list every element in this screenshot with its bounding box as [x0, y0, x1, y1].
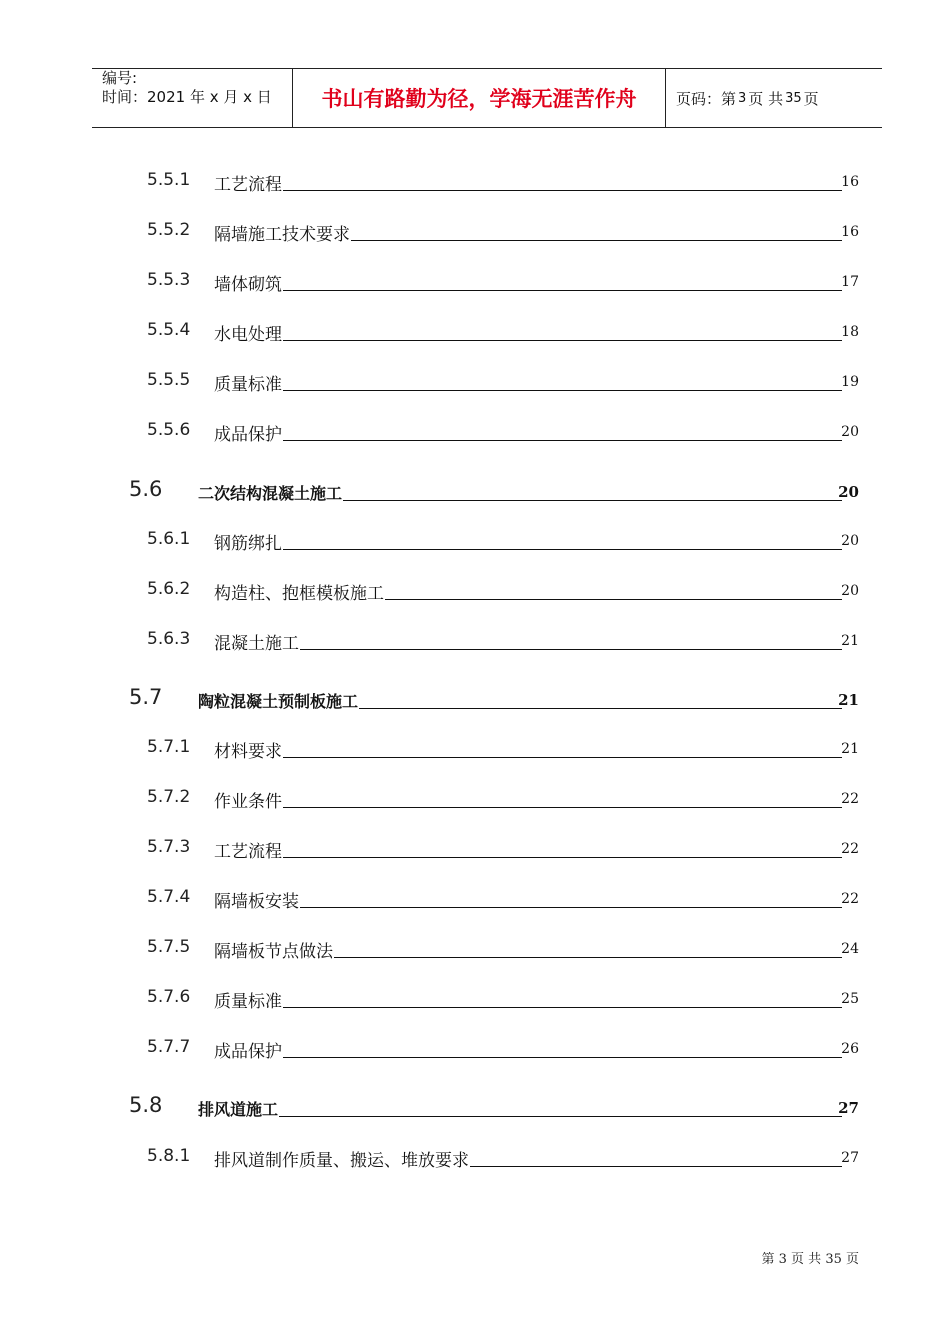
toc-entry-title: 钢筋绑扎	[214, 534, 282, 554]
toc-entry-page: 21	[838, 691, 859, 709]
toc-entry-title: 混凝土施工	[214, 634, 299, 654]
toc-entry-page: 20	[841, 533, 859, 549]
toc-leader-line	[283, 757, 842, 758]
toc-entry-title: 质量标准	[214, 992, 282, 1012]
toc-leader-line	[283, 290, 842, 291]
toc-entry-page: 22	[841, 891, 859, 907]
toc-subsection-entry[interactable]	[0, 1146, 950, 1172]
toc-subsection-entry[interactable]	[0, 270, 950, 296]
toc-entry-page: 21	[841, 633, 859, 649]
toc-subsection-entry[interactable]	[0, 1037, 950, 1063]
page-header	[92, 68, 882, 128]
toc-entry-page: 27	[841, 1150, 859, 1166]
toc-entry-title: 水电处理	[214, 325, 282, 345]
toc-entry-title: 排风道制作质量、搬运、堆放要求	[214, 1151, 469, 1171]
toc-entry-number: 5.7.7	[147, 1037, 191, 1057]
toc-entry-title: 陶粒混凝土预制板施工	[198, 692, 359, 711]
toc-entry-number: 5.8	[129, 1093, 163, 1117]
toc-subsection-entry[interactable]	[0, 529, 950, 555]
header-page-cell	[666, 69, 882, 127]
toc-subsection-entry[interactable]	[0, 887, 950, 913]
toc-entry-page: 22	[841, 841, 859, 857]
toc-entry-page: 20	[841, 583, 859, 599]
toc-entry-number: 5.5.2	[147, 220, 191, 240]
toc-leader-line	[283, 857, 842, 858]
toc-leader-line	[300, 649, 842, 650]
page-footer: 第 3 页 共 35 页	[761, 1252, 859, 1267]
toc-leader-line	[300, 907, 842, 908]
toc-entry-page: 25	[841, 991, 859, 1007]
toc-entry-title: 作业条件	[214, 792, 282, 812]
toc-subsection-entry[interactable]	[0, 837, 950, 863]
header-motto: 书山有路勤为径，学海无涯苦作舟	[321, 87, 637, 111]
toc-entry-title: 墙体砌筑	[214, 275, 282, 295]
toc-entry-page: 19	[841, 374, 859, 390]
toc-entry-number: 5.7.4	[147, 887, 191, 907]
toc-entry-number: 5.6.2	[147, 579, 191, 599]
toc-entry-page: 22	[841, 791, 859, 807]
page-mid: 页 共	[748, 89, 784, 108]
toc-entry-page: 26	[841, 1041, 859, 1057]
toc-subsection-entry[interactable]	[0, 987, 950, 1013]
toc-section-entry[interactable]	[0, 685, 950, 714]
toc-entry-page: 24	[841, 941, 859, 957]
toc-entry-page: 16	[841, 174, 859, 190]
toc-entry-page: 18	[841, 324, 859, 340]
toc-entry-number: 5.5.5	[147, 370, 191, 390]
toc-subsection-entry[interactable]	[0, 629, 950, 655]
toc-entry-title: 隔墙板安装	[214, 892, 299, 912]
toc-entry-page: 20	[838, 483, 859, 501]
toc-entry-page: 17	[841, 274, 859, 290]
toc-entry-number: 5.7.1	[147, 737, 191, 757]
toc-entry-title: 排风道施工	[198, 1100, 279, 1119]
toc-subsection-entry[interactable]	[0, 370, 950, 396]
toc-leader-line	[470, 1166, 842, 1167]
toc-subsection-entry[interactable]	[0, 787, 950, 813]
toc-subsection-entry[interactable]	[0, 937, 950, 963]
toc-entry-number: 5.5.3	[147, 270, 191, 290]
toc-entry-title: 成品保护	[214, 425, 282, 445]
toc-entry-number: 5.7	[129, 685, 163, 709]
toc-entry-number: 5.6.3	[147, 629, 191, 649]
toc-leader-line	[385, 599, 842, 600]
toc-leader-line	[283, 549, 842, 550]
toc-subsection-entry[interactable]	[0, 420, 950, 446]
page-total: 35	[785, 90, 802, 106]
toc-entry-title: 二次结构混凝土施工	[198, 484, 343, 503]
toc-entry-title: 材料要求	[214, 742, 282, 762]
toc-subsection-entry[interactable]	[0, 170, 950, 196]
toc-entry-page: 20	[841, 424, 859, 440]
header-info-cell	[92, 69, 293, 127]
toc-leader-line	[359, 708, 842, 709]
toc-subsection-entry[interactable]	[0, 220, 950, 246]
toc-entry-title: 构造柱、抱框模板施工	[214, 584, 384, 604]
toc-section-entry[interactable]	[0, 477, 950, 506]
page-prefix: 页码：第	[676, 89, 737, 108]
toc-entry-page: 21	[841, 741, 859, 757]
toc-leader-line	[283, 340, 842, 341]
toc-entry-number: 5.7.6	[147, 987, 191, 1007]
page-suffix: 页	[803, 89, 819, 108]
toc-leader-line	[283, 1007, 842, 1008]
header-motto-cell	[293, 69, 666, 127]
toc-leader-line	[279, 1116, 842, 1117]
toc-entry-number: 5.5.1	[147, 170, 191, 190]
toc-leader-line	[283, 1057, 842, 1058]
toc-entry-number: 5.6	[129, 477, 163, 501]
toc-entry-page: 16	[841, 224, 859, 240]
document-code-label: 编号:	[102, 69, 138, 87]
toc-leader-line	[283, 807, 842, 808]
toc-entry-number: 5.5.6	[147, 420, 191, 440]
toc-subsection-entry[interactable]	[0, 737, 950, 763]
toc-entry-title: 工艺流程	[214, 175, 282, 195]
toc-entry-number: 5.8.1	[147, 1146, 191, 1166]
toc-entry-number: 5.7.2	[147, 787, 191, 807]
toc-entry-title: 质量标准	[214, 375, 282, 395]
toc-subsection-entry[interactable]	[0, 320, 950, 346]
toc-leader-line	[283, 440, 842, 441]
toc-entry-title: 隔墙板节点做法	[214, 942, 333, 962]
toc-subsection-entry[interactable]	[0, 579, 950, 605]
toc-entry-title: 隔墙施工技术要求	[214, 225, 350, 245]
toc-section-entry[interactable]	[0, 1093, 950, 1122]
toc-entry-number: 5.5.4	[147, 320, 191, 340]
toc-leader-line	[343, 500, 842, 501]
document-time: 时间：2021 年 x 月 x 日	[102, 88, 272, 106]
toc-entry-page: 27	[838, 1099, 859, 1117]
toc-leader-line	[283, 390, 842, 391]
page-current: 3	[738, 90, 747, 106]
toc-entry-title: 成品保护	[214, 1042, 282, 1062]
toc-entry-number: 5.7.3	[147, 837, 191, 857]
toc-leader-line	[351, 240, 842, 241]
toc-entry-number: 5.6.1	[147, 529, 191, 549]
toc-entry-title: 工艺流程	[214, 842, 282, 862]
toc-leader-line	[283, 190, 842, 191]
toc-entry-number: 5.7.5	[147, 937, 191, 957]
toc-leader-line	[334, 957, 842, 958]
